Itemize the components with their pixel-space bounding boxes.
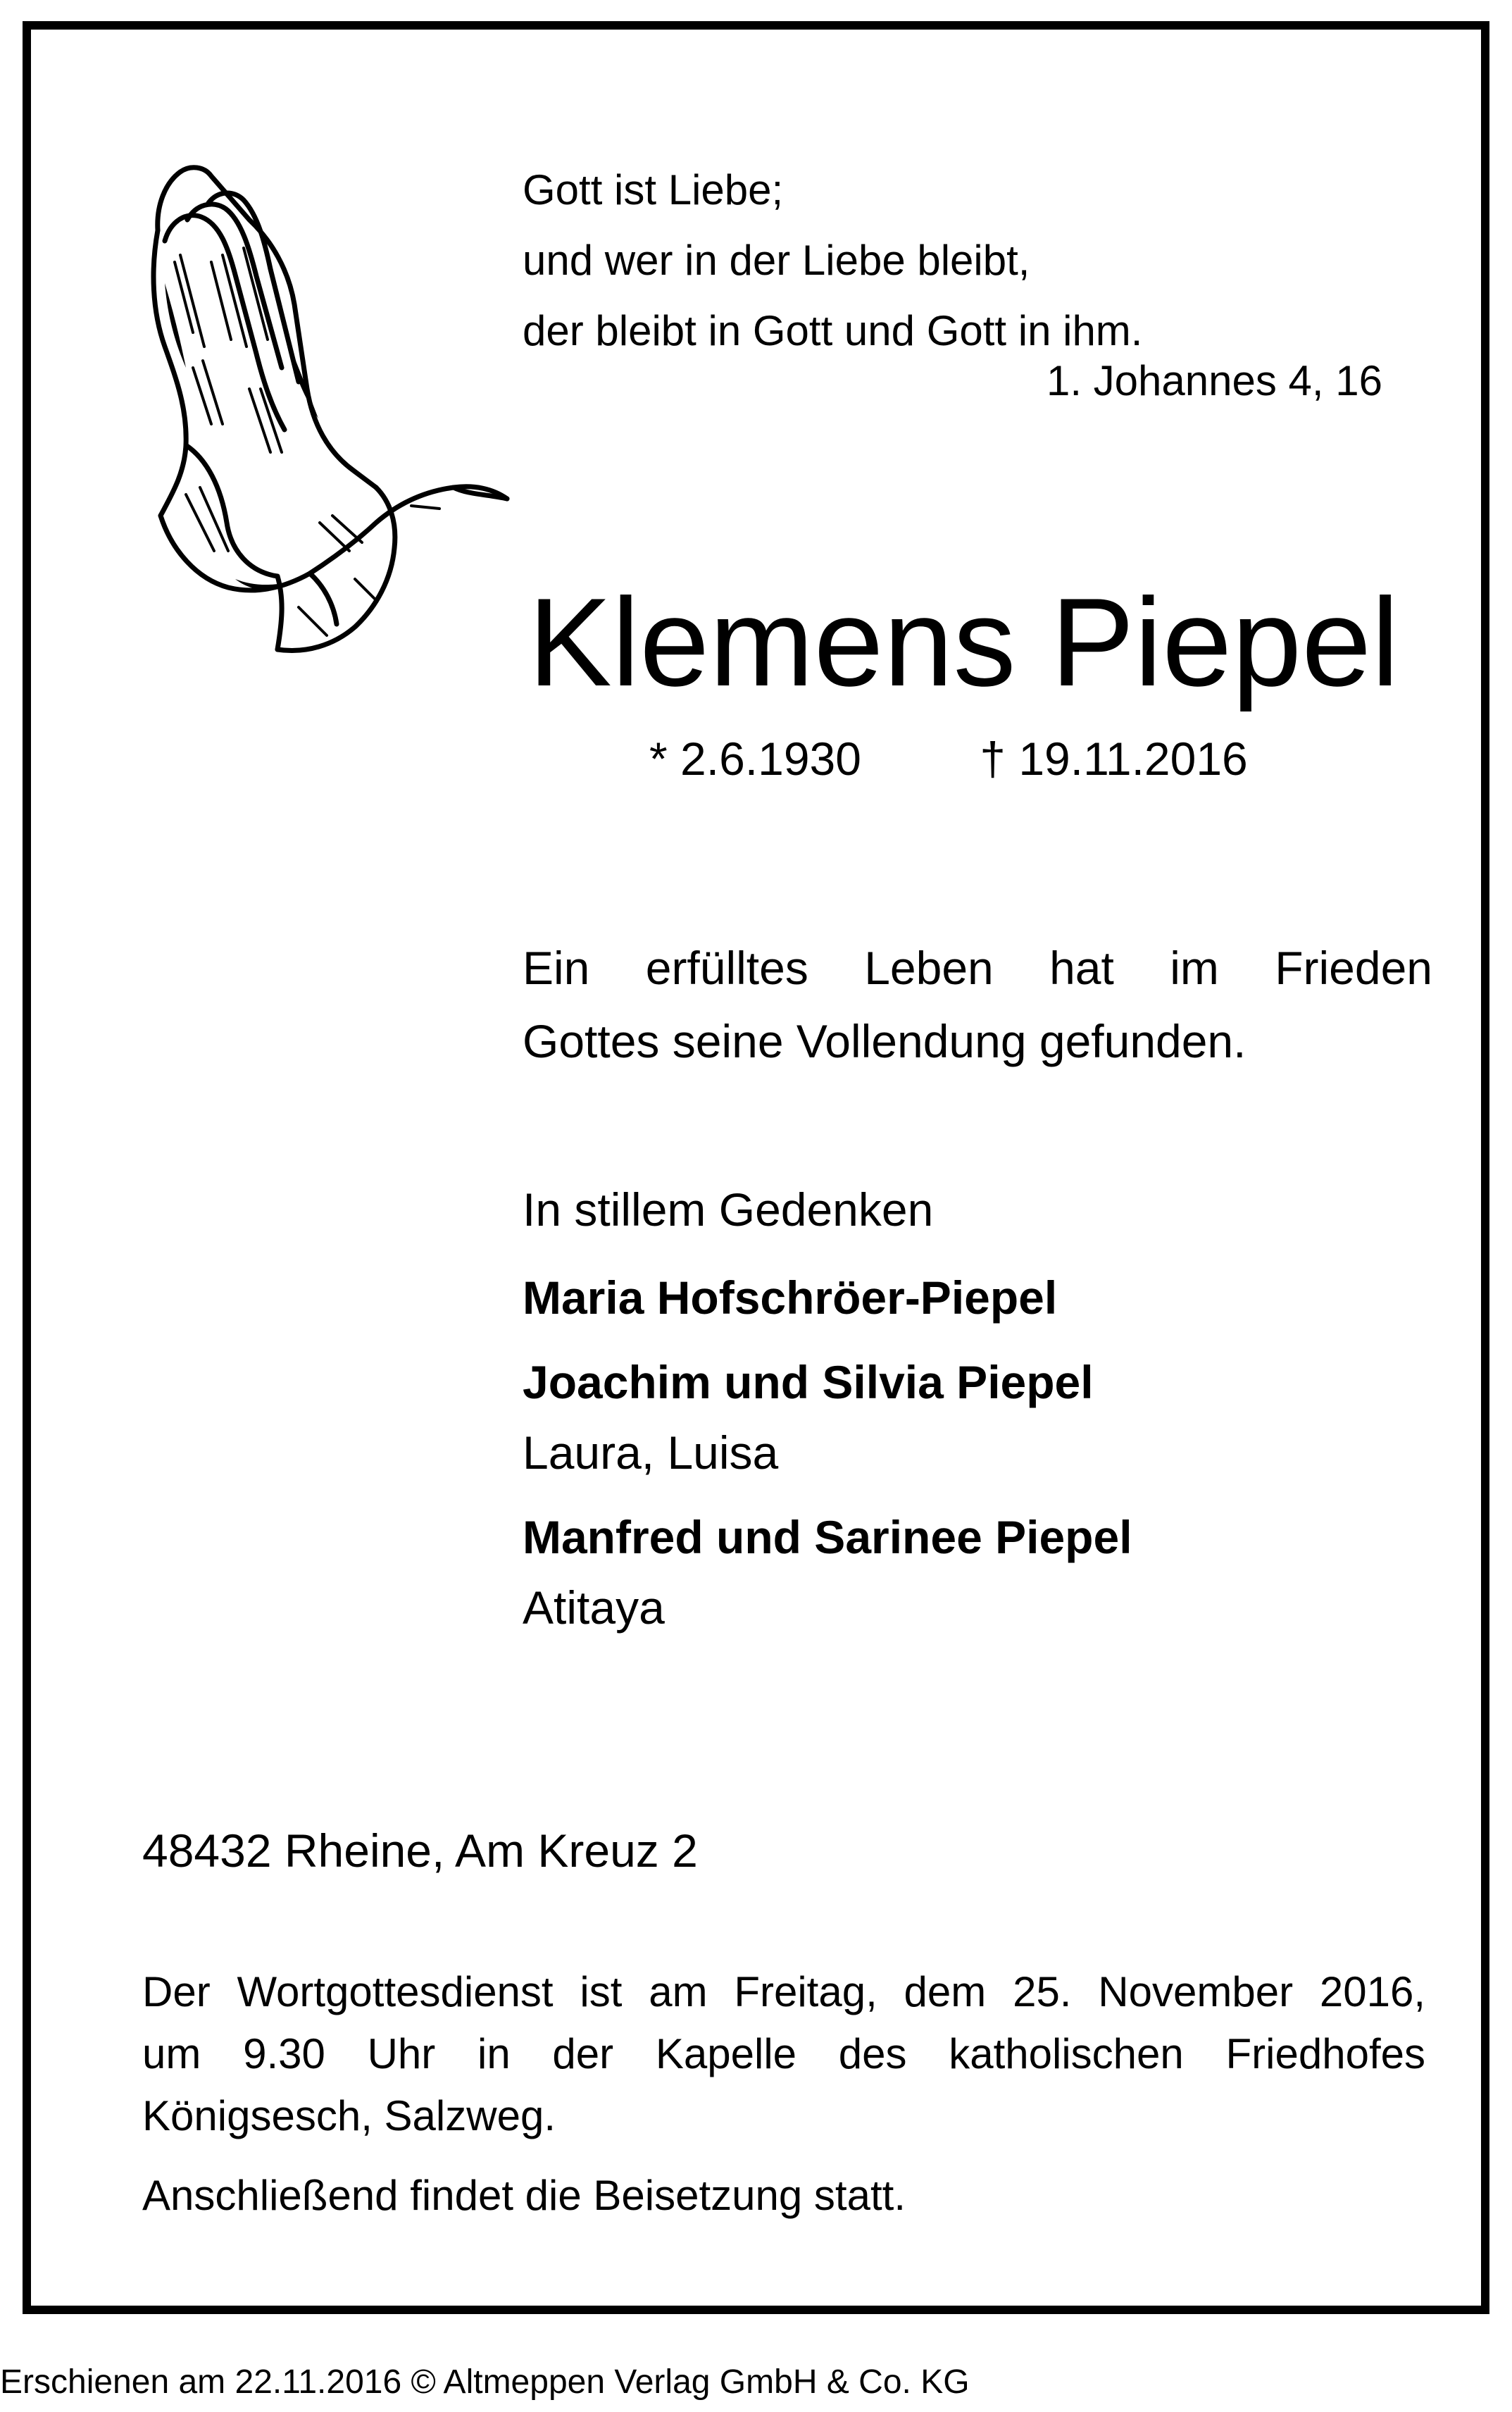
service-line: Königsesch, Salzweg. <box>142 2092 556 2139</box>
verse-reference: 1. Johannes 4, 16 <box>1046 357 1382 404</box>
verse-line: Gott ist Liebe; <box>523 166 784 213</box>
service-line: um 9.30 Uhr in der Kapelle des katholischen Friedhofes <box>142 2030 1425 2077</box>
mourners-list <box>523 1171 1132 1643</box>
mourner-group <box>523 1502 1132 1643</box>
birth-date: * 2.6.1930 <box>649 733 861 785</box>
burial-info: Anschließend findet die Beisetzung statt. <box>142 2172 906 2219</box>
mourner-name: Joachim und Silvia Piepel <box>523 1356 1094 1408</box>
obituary-notice <box>23 21 1489 2314</box>
verse-line: und wer in der Liebe bleibt, <box>523 237 1030 284</box>
service-line: Der Wortgottesdienst ist am Freitag, dem 25. November 2016, <box>142 1968 1425 2015</box>
mourner-name: Manfred und Sarinee Piepel <box>523 1511 1132 1563</box>
service-info <box>142 1961 1425 2147</box>
verse-line: der bleibt in Gott und Gott in ihm. <box>523 307 1143 354</box>
mourner-children: Laura, Luisa <box>523 1426 779 1479</box>
bible-verse <box>523 155 1142 366</box>
mourner-children: Atitaya <box>523 1581 665 1634</box>
mourning-intro: In stillem Gedenken <box>523 1183 934 1236</box>
tribute-text <box>523 931 1432 1078</box>
death-date: † 19.11.2016 <box>980 733 1248 785</box>
deceased-name: Klemens Piepel <box>528 572 1399 712</box>
mourner-group <box>523 1262 1132 1333</box>
mourner-name: Maria Hofschröer-Piepel <box>523 1272 1058 1324</box>
tribute-line: Gottes seine Vollendung gefunden. <box>523 1015 1247 1067</box>
life-dates <box>649 727 1248 790</box>
praying-hands-icon <box>144 156 510 657</box>
family-address: 48432 Rheine, Am Kreuz 2 <box>142 1824 698 1877</box>
publication-footer: Erschienen am 22.11.2016 © Altmeppen Verlag GmbH & Co. KG <box>0 2363 970 2401</box>
mourner-group <box>523 1347 1132 1488</box>
tribute-line: Ein erfülltes Leben hat im Frieden <box>523 942 1432 994</box>
